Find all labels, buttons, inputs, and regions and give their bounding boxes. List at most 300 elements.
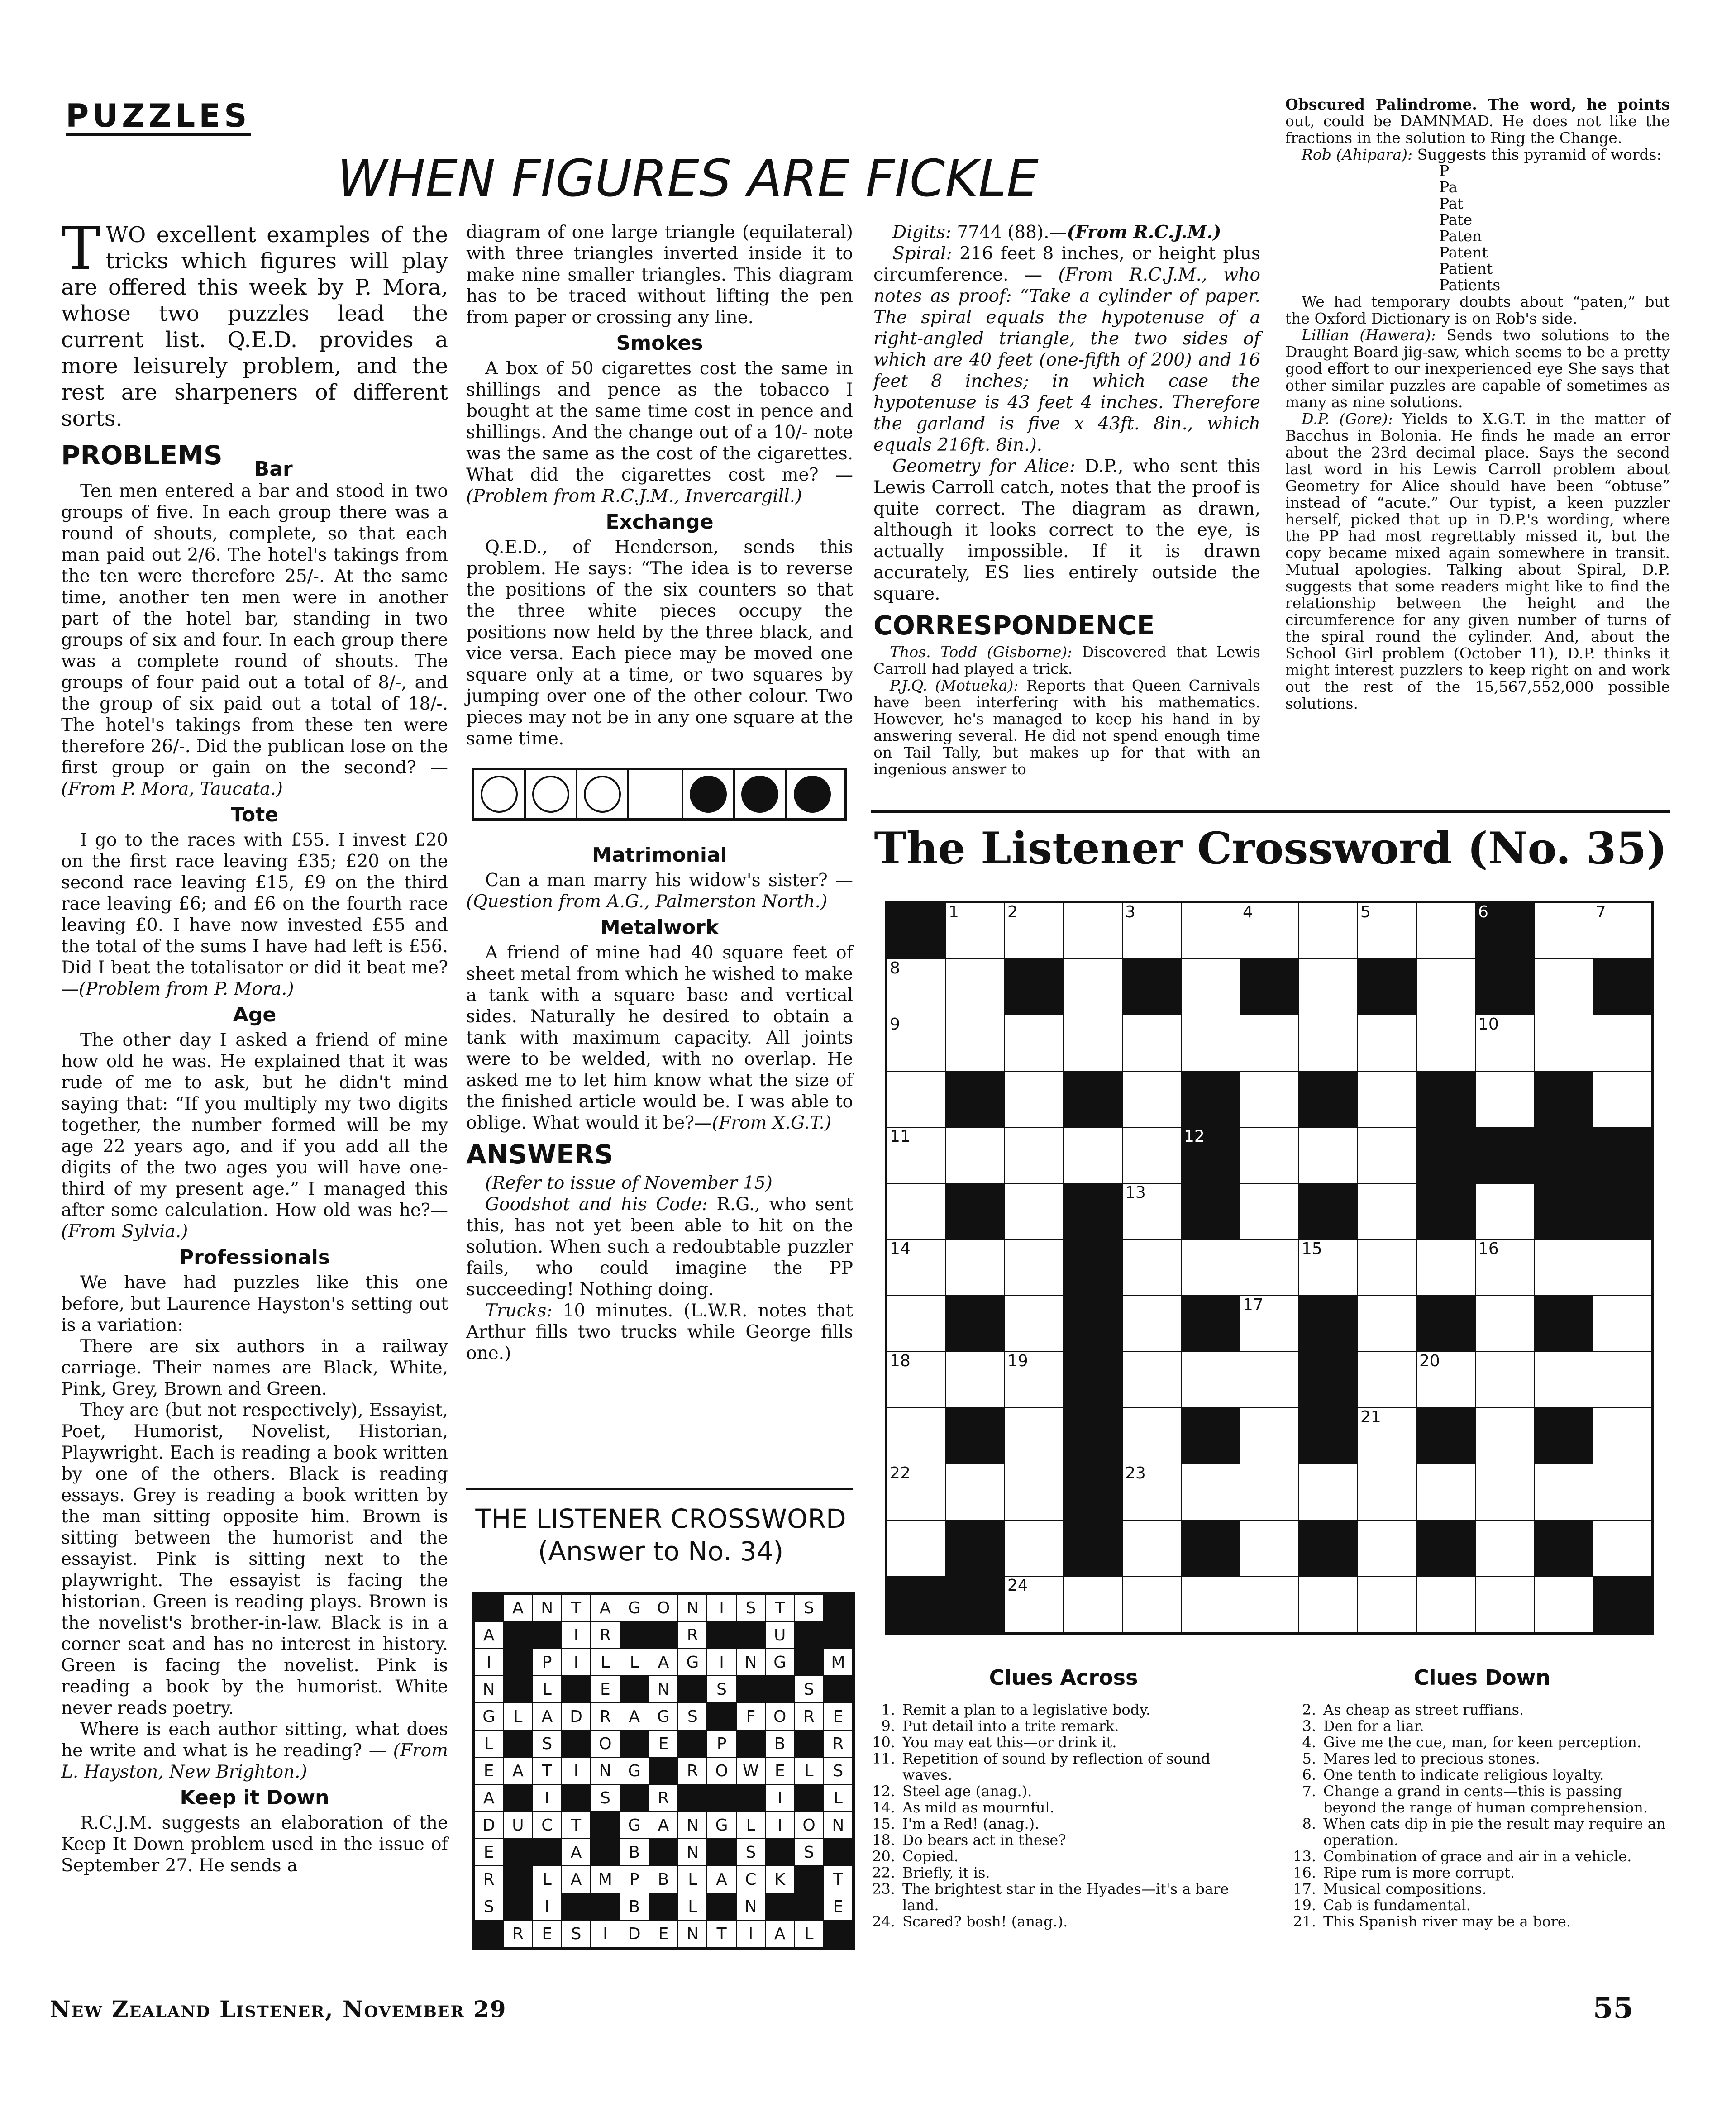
exchange-text: Q.E.D., of Henderson, sends this problem. He says: “The idea is to reverse the positions of the six counters so that the three white pieces occupy the positions now held by the three black, and vice versa. Each piece may be moved one square only at a time, or two squares by jumping over one of the other colour. Two pieces may not be in any one square at the same time.	[466, 537, 853, 749]
crossword-cell[interactable]	[1240, 1240, 1299, 1296]
clue-text: Briefly, it is.	[902, 1864, 990, 1881]
crossword-cell[interactable]	[1534, 1015, 1593, 1071]
crossword-cell[interactable]	[1240, 1576, 1299, 1632]
clue-number: 12	[1184, 1127, 1205, 1146]
crossword-cell[interactable]	[1299, 1015, 1358, 1071]
answer-letter-cell: G	[620, 1594, 649, 1621]
crossword-black-cell	[1064, 1520, 1122, 1576]
answer-black-cell	[620, 1676, 649, 1703]
crossword-black-cell	[1181, 1296, 1240, 1352]
answer-letter-cell: R	[503, 1920, 532, 1947]
answer-letter-cell: R	[649, 1784, 678, 1812]
crossword-cell[interactable]	[1416, 959, 1475, 1015]
clue-number: 23.	[872, 1880, 895, 1897]
crossword-cell[interactable]	[887, 1352, 946, 1408]
crossword-cell[interactable]	[1593, 1240, 1652, 1296]
clue-text: Scared? bosh! (anag.).	[902, 1913, 1068, 1930]
clue-number: 20	[1419, 1352, 1440, 1370]
crossword-cell[interactable]	[1534, 959, 1593, 1015]
answer-black-cell	[591, 1893, 620, 1920]
answer-black-cell	[503, 1893, 532, 1920]
crossword-cell[interactable]	[1005, 903, 1064, 959]
crossword-black-cell	[1299, 1352, 1358, 1408]
crossword-cell[interactable]	[946, 1240, 1005, 1296]
crossword-cell[interactable]	[887, 1127, 946, 1183]
crossword-cell[interactable]	[1299, 1464, 1358, 1520]
answer-black-cell	[678, 1676, 707, 1703]
clue-number: 13.	[1293, 1848, 1316, 1865]
bar-text: Ten men entered a bar and stood in two groups of five. In each group there was a round of shouts, complete, so that each man paid out 2/6. The hotel's takings from the ten were therefore 25/-. At the same time, another ten men were in another part of the hotel bar, standing in two groups of six and four. In each group there was a complete round of shouts. The groups of four paid out a total of 8/-, and the group of six paid out a total of 18/-. The hotel's takings from these ten were therefore 26/-. Did the publican lose on the first group or gain on the second? — (From P. Mora, Taucata.)	[61, 481, 448, 799]
crossword-cell[interactable]	[1122, 1464, 1181, 1520]
crossword-cell[interactable]	[887, 1015, 946, 1071]
professionals-p4: Where is each author sitting, what does he write and what is he reading? — (From L. Hayston, New Brighton.)	[61, 1719, 448, 1782]
black-counter	[787, 770, 838, 818]
crossword-cell[interactable]	[1416, 903, 1475, 959]
crossword-cell[interactable]	[1005, 1520, 1064, 1576]
answer-letter-cell: C	[736, 1866, 765, 1893]
crossword-cell[interactable]	[887, 1071, 946, 1127]
answer-letter-cell: S	[533, 1730, 562, 1757]
answer-black-cell	[794, 1893, 823, 1920]
answer-black-cell	[533, 1839, 562, 1866]
crossword-cell[interactable]	[1593, 1015, 1652, 1071]
answers-ref: (Refer to issue of November 15)	[485, 1173, 773, 1193]
crossword-cell[interactable]	[1475, 1576, 1534, 1632]
col2-continuation: diagram of one large triangle (equilateral) with three triangles inverted inside it to make nine smaller triangles. This diagram has to be traced without lifting the pen from paper or crossing any line.	[466, 222, 853, 328]
crossword-cell[interactable]	[1534, 1464, 1593, 1520]
clue-item	[860, 1848, 1258, 1864]
answer-letter-cell: L	[474, 1730, 503, 1757]
clue-text: When cats dip in pie the result may require an operation.	[1323, 1815, 1666, 1849]
answer-letter-cell: L	[620, 1649, 649, 1676]
crossword-cell[interactable]	[1416, 1240, 1475, 1296]
crossword-cell[interactable]	[887, 1408, 946, 1464]
answer-letter-cell: E	[824, 1703, 853, 1730]
crossword-cell[interactable]	[1475, 1464, 1534, 1520]
crossword-cell[interactable]	[1240, 1183, 1299, 1240]
clue-text: Ripe rum is more corrupt.	[1323, 1864, 1515, 1881]
answer-letter-cell: U	[503, 1812, 532, 1839]
crossword-cell[interactable]	[1358, 1015, 1416, 1071]
answer-letter-cell: G	[649, 1703, 678, 1730]
crossword-cell[interactable]	[1122, 1296, 1181, 1352]
crossword-cell[interactable]	[1240, 1408, 1299, 1464]
answer-letter-cell: E	[649, 1730, 678, 1757]
clue-number: 6	[1478, 903, 1488, 921]
professionals-p1: We have had puzzles like this one before, but Laurence Hayston's setting out is a variation:	[61, 1273, 448, 1335]
crossword-cell[interactable]	[887, 959, 946, 1015]
crossword-black-cell	[1299, 1296, 1358, 1352]
crossword-cell[interactable]	[1299, 1576, 1358, 1632]
answer-crossword-grid	[472, 1592, 855, 1950]
crossword-cell[interactable]	[1593, 1408, 1652, 1464]
clue-text: Do bears act in these?	[902, 1831, 1066, 1849]
keepitdown-title: Keep it Down	[180, 1786, 329, 1809]
crossword-cell[interactable]	[946, 1127, 1005, 1183]
clue-number: 18	[890, 1352, 911, 1370]
crossword-cell[interactable]	[1593, 903, 1652, 959]
answer-letter-cell: R	[794, 1703, 823, 1730]
clue-text: Repetition of sound by reflection of sound waves.	[902, 1750, 1211, 1783]
paten-note: We had temporary doubts about “paten,” but the Oxford Dictionary is on Rob's side.	[1285, 293, 1670, 327]
answer-spiral: Spiral: 216 feet 8 inches, or height plus circumference. — (From R.C.J.M., who notes as proof: “Take a cylinder of paper. The spiral equals the hypotenuse of a right-angled triangle, the two sides of which are 40 feet (one-fifth of 200) and 16 feet 8 inches; in which case the hypotenuse is 43 feet 4 inches. Therefore the garland is five x 43ft. 8in., which equals 216ft. 8in.).	[873, 243, 1261, 455]
answer-letter-cell: A	[562, 1866, 591, 1893]
crossword-cell[interactable]	[1240, 1127, 1299, 1183]
clue-item	[860, 1783, 1258, 1799]
answer-letter-cell: A	[620, 1703, 649, 1730]
clue-item	[860, 1913, 1258, 1930]
crossword-cell[interactable]	[1181, 1576, 1240, 1632]
crossword-black-cell	[946, 1520, 1005, 1576]
crossword-black-cell	[946, 1071, 1005, 1127]
crossword-cell[interactable]	[1358, 903, 1416, 959]
crossword-cell[interactable]	[1122, 1071, 1181, 1127]
answer-letter-cell: M	[824, 1649, 853, 1676]
clue-number: 17	[1243, 1296, 1264, 1314]
answer-letter-cell: T	[824, 1866, 853, 1893]
crossword-black-cell	[1181, 1408, 1240, 1464]
crossword-cell[interactable]	[1534, 1576, 1593, 1632]
crossword-cell[interactable]	[1005, 1071, 1064, 1127]
crossword-cell[interactable]	[1416, 1464, 1475, 1520]
clue-item	[1281, 1702, 1674, 1718]
clue-text: Copied.	[902, 1848, 959, 1865]
clue-number: 5.	[1302, 1750, 1316, 1767]
crossword-cell[interactable]	[1240, 1015, 1299, 1071]
crossword-cell[interactable]	[1181, 903, 1240, 959]
answer-black-cell	[649, 1621, 678, 1649]
clue-number: 24	[1007, 1576, 1028, 1595]
answer-letter-cell: I	[591, 1920, 620, 1947]
clue-item	[860, 1881, 1258, 1913]
crossword-black-cell	[1475, 959, 1534, 1015]
crossword-cell[interactable]	[1005, 1464, 1064, 1520]
crossword-cell[interactable]	[1005, 1015, 1064, 1071]
answer-black-cell	[736, 1621, 765, 1649]
answer-letter-cell: L	[678, 1866, 707, 1893]
empty-square	[629, 770, 683, 818]
clue-number: 8.	[1302, 1815, 1316, 1832]
clue-item	[1281, 1718, 1674, 1734]
drop-cap: T	[61, 214, 100, 283]
crossword-cell[interactable]	[1475, 1408, 1534, 1464]
crossword-cell[interactable]	[1358, 1296, 1416, 1352]
metalwork-text: A friend of mine had 40 square feet of sheet metal from which he wished to make a tank with a square base and vertical sides. Naturally he desired to obtain a tank with maximum capacity. All joints were to be welded, with no overlap. He asked me to let him know what the size of the finished article would be. I was able to oblige. What would it be?—(From X.G.T.)	[466, 943, 853, 1133]
answer-black-cell	[736, 1784, 765, 1812]
answer-black-cell	[794, 1866, 823, 1893]
clue-number: 10.	[872, 1734, 895, 1751]
crossword-cell[interactable]	[1358, 1520, 1416, 1576]
crossword-cell[interactable]	[1064, 1127, 1122, 1183]
crossword-cell[interactable]	[1475, 1240, 1534, 1296]
crossword-black-cell	[887, 1576, 946, 1632]
column-4	[1285, 96, 1670, 712]
answer-letter-cell: L	[794, 1757, 823, 1784]
crossword-cell[interactable]	[1005, 1576, 1064, 1632]
answer-letter-cell: O	[765, 1703, 794, 1730]
crossword-cell[interactable]	[1005, 1352, 1064, 1408]
answer-letter-cell: A	[649, 1812, 678, 1839]
crossword-black-cell	[1416, 1127, 1475, 1183]
answer-crossword-title: THE LISTENER CROSSWORD (Answer to No. 34)	[475, 1503, 846, 1567]
answer-letter-cell: S	[736, 1594, 765, 1621]
crossword-cell[interactable]	[1122, 903, 1181, 959]
crossword-black-cell	[1122, 959, 1181, 1015]
answer-letter-cell: S	[794, 1839, 823, 1866]
answer-letter-cell: S	[707, 1676, 736, 1703]
crossword-cell[interactable]	[1122, 1183, 1181, 1240]
crossword-black-cell	[1181, 1183, 1240, 1240]
rule-col2	[466, 1488, 853, 1490]
crossword-cell[interactable]	[1358, 1071, 1416, 1127]
answer-letter-cell: I	[765, 1784, 794, 1812]
answer-black-cell	[591, 1839, 620, 1866]
crossword-grid	[885, 901, 1654, 1635]
crossword-cell[interactable]	[946, 1015, 1005, 1071]
crossword-cell[interactable]	[1299, 959, 1358, 1015]
section-label: PUZZLES	[66, 99, 251, 136]
crossword-cell[interactable]	[946, 959, 1005, 1015]
clue-item	[1281, 1734, 1674, 1750]
crossword-cell[interactable]	[1475, 1071, 1534, 1127]
answer-letter-cell: N	[824, 1812, 853, 1839]
answer-letter-cell: S	[824, 1757, 853, 1784]
answer-black-cell	[765, 1839, 794, 1866]
crossword-cell[interactable]	[1475, 1352, 1534, 1408]
answer-black-cell	[707, 1703, 736, 1730]
crossword-cell[interactable]	[1240, 1352, 1299, 1408]
answer-black-cell	[503, 1730, 532, 1757]
answer-letter-cell: B	[620, 1839, 649, 1866]
crossword-cell[interactable]	[1005, 1240, 1064, 1296]
answer-black-cell	[503, 1839, 532, 1866]
crossword-cell[interactable]	[1534, 903, 1593, 959]
answer-letter-cell: K	[765, 1866, 794, 1893]
clue-number: 16	[1478, 1240, 1499, 1258]
clue-number: 4	[1243, 903, 1253, 921]
crossword-black-cell	[946, 1576, 1005, 1632]
intro	[61, 214, 448, 432]
professionals-title: Professionals	[179, 1246, 330, 1269]
crossword-cell[interactable]	[1181, 1352, 1240, 1408]
matrimonial-title: Matrimonial	[592, 844, 727, 867]
answer-black-cell	[649, 1893, 678, 1920]
crossword-black-cell	[1181, 1071, 1240, 1127]
answer-letter-cell: A	[591, 1594, 620, 1621]
white-counter	[526, 770, 577, 818]
answer-black-cell	[794, 1621, 823, 1649]
crossword-cell[interactable]	[1534, 1240, 1593, 1296]
crossword-cell[interactable]	[946, 903, 1005, 959]
crossword-black-cell	[1064, 1352, 1122, 1408]
crossword-cell[interactable]	[1005, 1127, 1064, 1183]
crossword-black-cell	[1005, 959, 1064, 1015]
crossword-cell[interactable]	[1593, 1296, 1652, 1352]
crossword-cell[interactable]	[1593, 1071, 1652, 1127]
clues-down-title: Clues Down	[1414, 1665, 1550, 1690]
crossword-cell[interactable]	[1240, 903, 1299, 959]
crossword-cell[interactable]	[1593, 1352, 1652, 1408]
crossword-cell[interactable]	[1358, 1352, 1416, 1408]
answer-letter-cell: N	[474, 1676, 503, 1703]
crossword-cell[interactable]	[1416, 1576, 1475, 1632]
crossword-black-cell	[1181, 1520, 1240, 1576]
crossword-cell[interactable]	[1240, 1071, 1299, 1127]
crossword-cell[interactable]	[887, 1183, 946, 1240]
crossword-cell[interactable]	[946, 1464, 1005, 1520]
crossword-cell[interactable]	[1181, 1015, 1240, 1071]
answer-letter-cell: S	[562, 1920, 591, 1947]
answer-letter-cell: S	[736, 1839, 765, 1866]
crossword-cell[interactable]	[1240, 1464, 1299, 1520]
crossword-cell[interactable]	[1299, 1240, 1358, 1296]
crossword-cell[interactable]	[1534, 1352, 1593, 1408]
answer-letter-cell: E	[649, 1920, 678, 1947]
clue-item	[1281, 1783, 1674, 1816]
crossword-cell[interactable]	[1358, 1183, 1416, 1240]
answer-letter-cell: L	[736, 1812, 765, 1839]
answer-trucks: Trucks: 10 minutes. (L.W.R. notes that Arthur fills two trucks while George fills one.)	[466, 1301, 853, 1364]
answer-letter-cell: E	[824, 1893, 853, 1920]
crossword-cell[interactable]	[1122, 1576, 1181, 1632]
crossword-cell[interactable]	[1358, 1464, 1416, 1520]
crossword-cell[interactable]	[1181, 959, 1240, 1015]
column-2	[466, 222, 853, 1364]
clue-text: Give me the cue, man, for keen perception.	[1323, 1734, 1642, 1751]
crossword-black-cell	[1064, 1408, 1122, 1464]
crossword-cell[interactable]	[1475, 1015, 1534, 1071]
answer-letter-cell: D	[474, 1812, 503, 1839]
clue-number: 9	[890, 1015, 900, 1034]
answer-letter-cell: R	[474, 1866, 503, 1893]
clue-text: Mares led to precious stones.	[1323, 1750, 1540, 1767]
answer-letter-cell: R	[824, 1730, 853, 1757]
crossword-cell[interactable]	[887, 1296, 946, 1352]
crossword-cell[interactable]	[887, 1464, 946, 1520]
clue-item	[1281, 1816, 1674, 1848]
clue-number: 3	[1125, 903, 1135, 921]
answer-letter-cell: A	[707, 1866, 736, 1893]
crossword-cell[interactable]	[1064, 1015, 1122, 1071]
crossword-black-cell	[1299, 1520, 1358, 1576]
crossword-cell[interactable]	[1122, 1015, 1181, 1071]
crossword-cell[interactable]	[1240, 1520, 1299, 1576]
crossword-cell[interactable]	[1005, 1408, 1064, 1464]
clue-text: As mild as mournful.	[902, 1799, 1054, 1816]
answer-black-cell	[794, 1649, 823, 1676]
clue-number: 6.	[1302, 1766, 1316, 1783]
clue-text: Remit a plan to a legislative body.	[902, 1701, 1151, 1718]
answer-black-cell	[707, 1893, 736, 1920]
answer-letter-cell: G	[765, 1649, 794, 1676]
crossword-cell[interactable]	[1358, 1240, 1416, 1296]
crossword-cell[interactable]	[1181, 1240, 1240, 1296]
answer-letter-cell: N	[736, 1893, 765, 1920]
answer-black-cell	[707, 1839, 736, 1866]
crossword-cell[interactable]	[1475, 1296, 1534, 1352]
answer-letter-cell: A	[503, 1594, 532, 1621]
answer-black-cell	[562, 1893, 591, 1920]
crossword-black-cell	[1064, 1240, 1122, 1296]
crossword-cell[interactable]	[1005, 1183, 1064, 1240]
professionals-p3: They are (but not respectively), Essayist, Poet, Humorist, Novelist, Historian, Playwright. Each is reading a book written by one of the others. Black is reading essays. Grey is reading a book written by the man sitting opposite him. Brown is sitting between the humorist and the essayist. Pink is sitting next to the playwright. The essayist is facing the historian. Green is reading plays. Brown is the novelist's brother-in-law. Black is in a corner seat and has no interest in history. Green is facing the novelist. Pink is reading a book by the humorist. White never reads poetry.	[61, 1400, 448, 1718]
answer-letter-cell: R	[591, 1703, 620, 1730]
crossword-cell[interactable]	[1416, 1015, 1475, 1071]
crossword-cell[interactable]	[1005, 1296, 1064, 1352]
crossword-cell[interactable]	[887, 1240, 946, 1296]
crossword-cell[interactable]	[1122, 1127, 1181, 1183]
answer-letter-cell: I	[533, 1784, 562, 1812]
crossword-cell[interactable]	[1593, 1520, 1652, 1576]
crossword-cell[interactable]	[1475, 1520, 1534, 1576]
crossword-cell[interactable]	[1358, 1576, 1416, 1632]
crossword-cell[interactable]	[1122, 1352, 1181, 1408]
crossword-cell[interactable]	[1475, 1183, 1534, 1240]
crossword-cell[interactable]	[1122, 1240, 1181, 1296]
crossword-cell[interactable]	[1122, 1408, 1181, 1464]
answer-letter-cell: L	[794, 1920, 823, 1947]
clues-across-title: Clues Across	[989, 1665, 1138, 1690]
answer-letter-cell: S	[678, 1703, 707, 1730]
answer-black-cell	[591, 1812, 620, 1839]
crossword-cell[interactable]	[887, 1520, 946, 1576]
crossword-cell[interactable]	[1299, 903, 1358, 959]
crossword-black-cell	[1299, 1071, 1358, 1127]
crossword-cell[interactable]	[1299, 1127, 1358, 1183]
crossword-cell[interactable]	[1064, 903, 1122, 959]
clue-number: 11.	[872, 1750, 895, 1767]
clue-text: You may eat this—or drink it.	[902, 1734, 1117, 1751]
crossword-black-cell	[1534, 1408, 1593, 1464]
answer-letter-cell: E	[533, 1920, 562, 1947]
answer-letter-cell: P	[533, 1649, 562, 1676]
answer-black-cell	[765, 1676, 794, 1703]
clue-number: 24.	[872, 1913, 895, 1930]
clues-down-list	[1281, 1702, 1674, 1930]
crossword-cell[interactable]	[1358, 1127, 1416, 1183]
crossword-black-cell	[1416, 1520, 1475, 1576]
answer-letter-cell: N	[678, 1594, 707, 1621]
letter-rob: Rob (Ahipara): Suggests this pyramid of words:	[1302, 146, 1662, 163]
crossword-cell[interactable]	[1064, 959, 1122, 1015]
crossword-cell[interactable]	[1593, 1464, 1652, 1520]
clue-item	[1281, 1848, 1674, 1864]
crossword-cell[interactable]	[1181, 1464, 1240, 1520]
clue-text: Musical compositions.	[1323, 1880, 1487, 1897]
answer-letter-cell: T	[562, 1812, 591, 1839]
crossword-cell[interactable]	[1358, 1408, 1416, 1464]
crossword-cell[interactable]	[1064, 1576, 1122, 1632]
clue-number: 8	[890, 959, 900, 977]
footer-publication: New Zealand Listener, November 29	[50, 1996, 507, 2022]
crossword-cell[interactable]	[1122, 1520, 1181, 1576]
crossword-black-cell	[1534, 1071, 1593, 1127]
crossword-cell[interactable]	[946, 1352, 1005, 1408]
crossword-cell[interactable]	[1416, 1352, 1475, 1408]
answer-letter-cell: N	[649, 1676, 678, 1703]
crossword-cell[interactable]	[1240, 1296, 1299, 1352]
answer-black-cell	[824, 1920, 853, 1947]
white-counter	[474, 770, 526, 818]
exchange-title: Exchange	[606, 510, 714, 534]
answer-letter-cell: I	[562, 1757, 591, 1784]
answer-black-cell	[707, 1621, 736, 1649]
matrimonial-text: Can a man marry his widow's sister? — (Question from A.G., Palmerston North.)	[466, 870, 853, 912]
answer-letter-cell: N	[678, 1812, 707, 1839]
answer-letter-cell: O	[591, 1730, 620, 1757]
clue-number: 5	[1360, 903, 1371, 921]
clue-text: One tenth to indicate religious loyalty.	[1323, 1766, 1604, 1783]
